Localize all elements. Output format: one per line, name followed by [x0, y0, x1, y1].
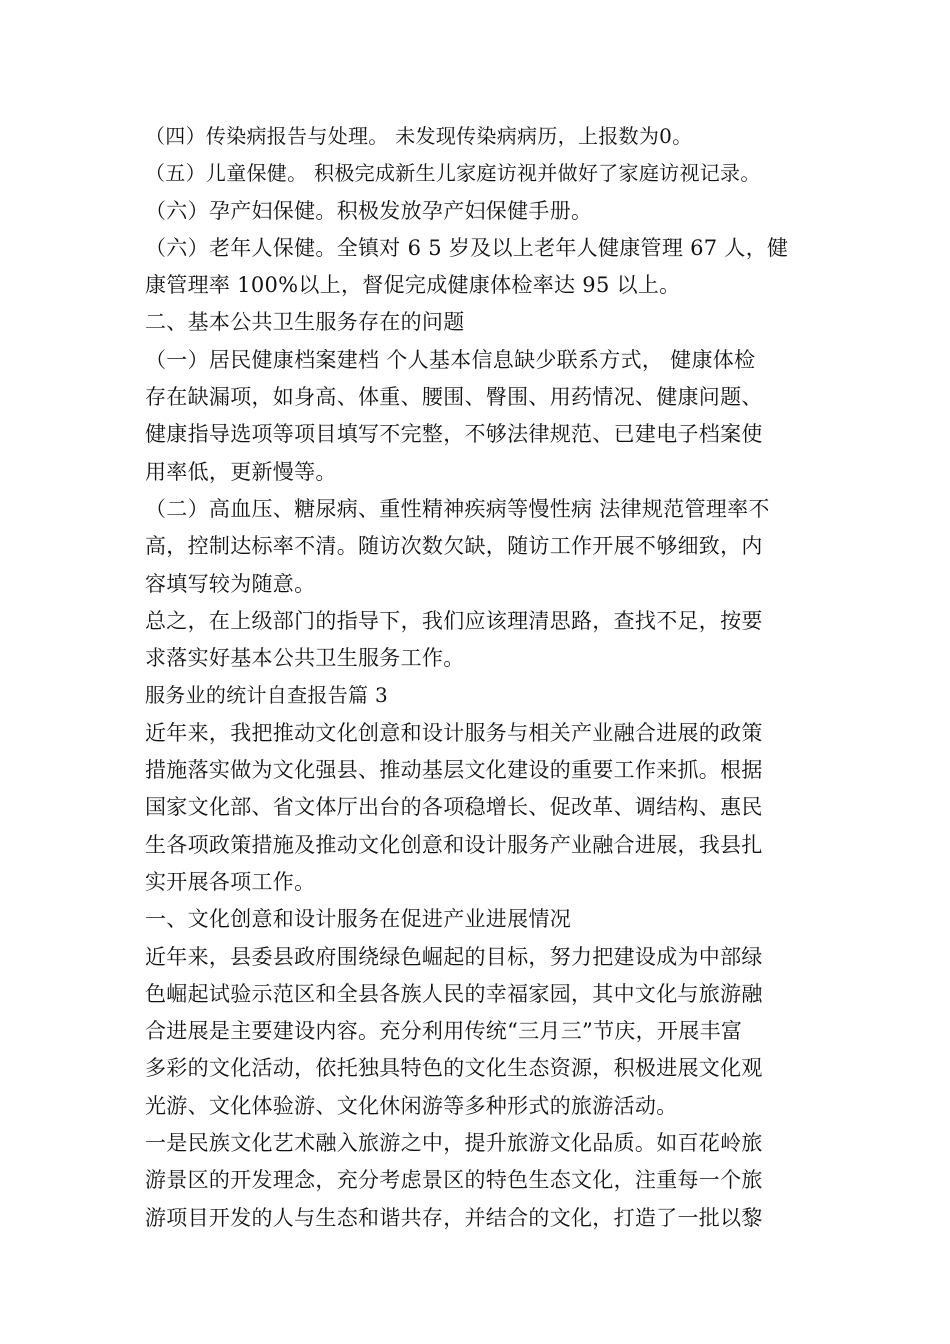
text-line: 近年来，我把推动文化创意和设计服务与相关产业融合进展的政策	[145, 720, 763, 745]
text-line: 生各项政策措施及推动文化创意和设计服务产业融合进展，我县扎	[145, 832, 763, 857]
section-heading: 二、基本公共卫生服务存在的问题	[145, 310, 465, 335]
text-line: （四）传染病报告与处理。 未发现传染病病历，上报数为0。	[145, 124, 693, 148]
text-line: 游景区的开发理念，充分考虑景区的特色生态文化，注重每一个旅	[145, 1168, 763, 1193]
text-line: 光游、文化体验游、文化休闲游等多种形式的旅游活动。	[145, 1093, 678, 1118]
document-body	[145, 118, 825, 1237]
report-title: 服务业的统计自查报告篇 3	[145, 683, 388, 708]
text-line: 康管理率 100%以上，督促完成健康体检率达 95 以上。	[145, 273, 681, 298]
text-line: 容填写较为随意。	[145, 571, 316, 596]
text-line: 多彩的文化活动，依托独具特色的文化生态资源，积极进展文化观	[145, 1056, 763, 1081]
text-line: 用率低，更新慢等。	[145, 459, 337, 484]
text-line: （二）高血压、糖尿病、重性精神疾病等慢性病 法律规范管理率不	[145, 496, 770, 521]
text-line: 高，控制达标率不清。随访次数欠缺，随访工作开展不够细致，内	[145, 534, 763, 559]
text-line: （六）老年人保健。全镇对 6 5 岁及以上老年人健康管理 67 人，健	[145, 235, 789, 260]
text-line: 健康指导选项等项目填写不完整，不够法律规范、已建电子档案使	[145, 422, 763, 447]
text-line: 国家文化部、省文体厅出台的各项稳增长、促改革、调结构、惠民	[145, 795, 763, 820]
text-line: （一）居民健康档案建档 个人基本信息缺少联系方式， 健康体检	[145, 347, 756, 372]
text-line: 存在缺漏项，如身高、体重、腰围、臀围、用药情况、健康问题、	[145, 385, 763, 410]
text-line: 求落实好基本公共卫生服务工作。	[145, 646, 465, 671]
text-line: 实开展各项工作。	[145, 869, 316, 894]
text-line: （六）孕产妇保健。积极发放孕产妇保健手册。	[145, 198, 593, 223]
text-line: 游项目开发的人与生态和谐共存，并结合的文化，打造了一批以黎	[145, 1205, 763, 1230]
text-line: 措施落实做为文化强县、推动基层文化建设的重要工作来抓。根据	[145, 758, 763, 783]
text-line: （五）儿童保健。 积极完成新生儿家庭访视并做好了家庭访视记录。	[145, 161, 761, 186]
text-line: 合进展是主要建设内容。充分利用传统“三月三”节庆，开展丰富	[145, 1019, 743, 1044]
text-line: 色崛起试验示范区和全县各族人民的幸福家园，其中文化与旅游融	[145, 981, 763, 1006]
text-line: 近年来，县委县政府围绕绿色崛起的目标，努力把建设成为中部绿	[145, 944, 763, 969]
text-line: 一是民族文化艺术融入旅游之中，提升旅游文化品质。如百花岭旅	[145, 1131, 763, 1156]
section-heading: 一、文化创意和设计服务在促进产业进展情况	[145, 907, 571, 932]
text-line: 总之，在上级部门的指导下，我们应该理清思路，查找不足，按要	[145, 608, 763, 633]
